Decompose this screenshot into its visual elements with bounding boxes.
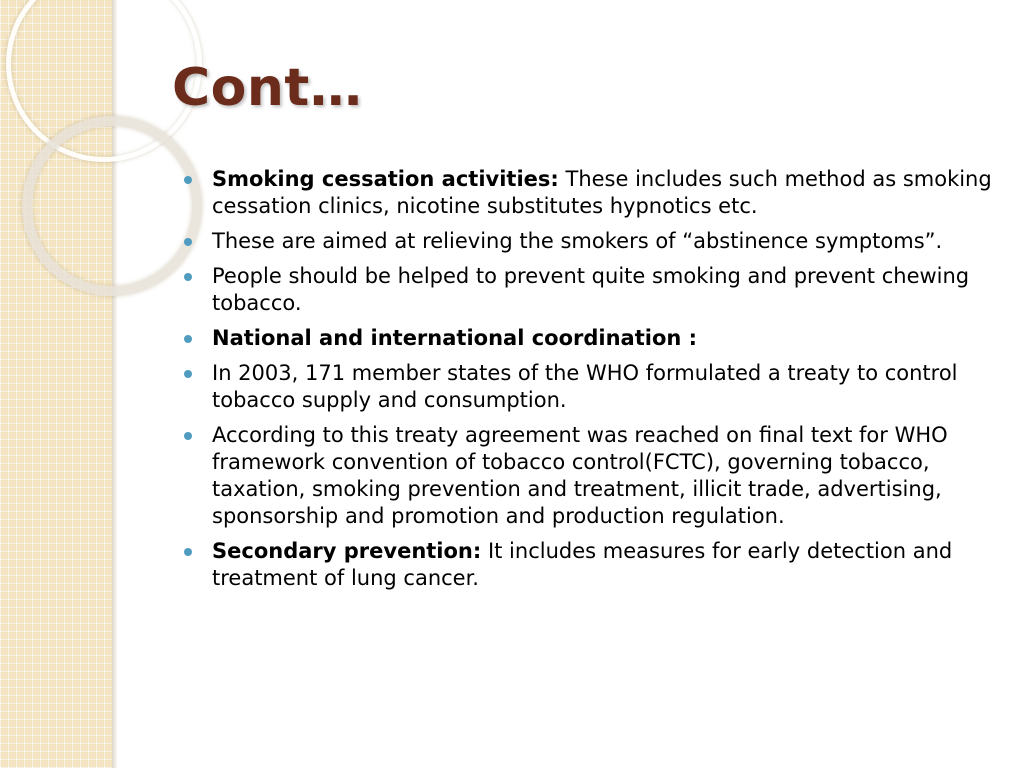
bullet-dot-icon <box>184 273 192 281</box>
bullet-item-coordination <box>180 325 1010 352</box>
bullet-item-prevent-smoking <box>180 263 1010 317</box>
bullet-item-who-treaty <box>180 360 1010 414</box>
bullet-list <box>180 166 1010 600</box>
bullet-dot-icon <box>184 176 192 184</box>
bullet-item-secondary-prevention <box>180 538 1010 592</box>
bullet-text: People should be helped to prevent quite smoking and prevent chewing tobacco. <box>212 264 970 315</box>
bullet-dot-icon <box>184 548 192 556</box>
decorative-ring-middle <box>22 116 202 296</box>
bullet-item-fctc <box>180 422 1010 530</box>
bullet-text: These are aimed at relieving the smokers of “abstinence symptoms”. <box>212 229 943 253</box>
bullet-item-abstinence <box>180 228 1010 255</box>
bullet-text: According to this treaty agreement was reached on final text for WHO framework convention of tobacco control(FCTC), governing tobacco, taxation, smoking prevention and treatment, illicit trade, advertising, sponsorship and promotion and production regulation. <box>212 423 948 528</box>
bullet-text: In 2003, 171 member states of the WHO formulated a treaty to control tobacco supply and consumption. <box>212 361 958 412</box>
bullet-dot-icon <box>184 370 192 378</box>
bullet-lead: National and international coordination : <box>212 326 698 350</box>
bullet-text: It includes measures for early detection and treatment of lung cancer. <box>212 539 953 590</box>
bullet-dot-icon <box>184 335 192 343</box>
bullet-dot-icon <box>184 432 192 440</box>
bullet-dot-icon <box>184 238 192 246</box>
bullet-text: These includes such method as smoking cessation clinics, nicotine substitutes hypnotics etc. <box>212 167 992 218</box>
bullet-lead: Secondary prevention: <box>212 539 482 563</box>
slide-title: Cont… <box>172 58 363 118</box>
bullet-item-smoking-cessation <box>180 166 1010 220</box>
bullet-lead: Smoking cessation activities: <box>212 167 559 191</box>
